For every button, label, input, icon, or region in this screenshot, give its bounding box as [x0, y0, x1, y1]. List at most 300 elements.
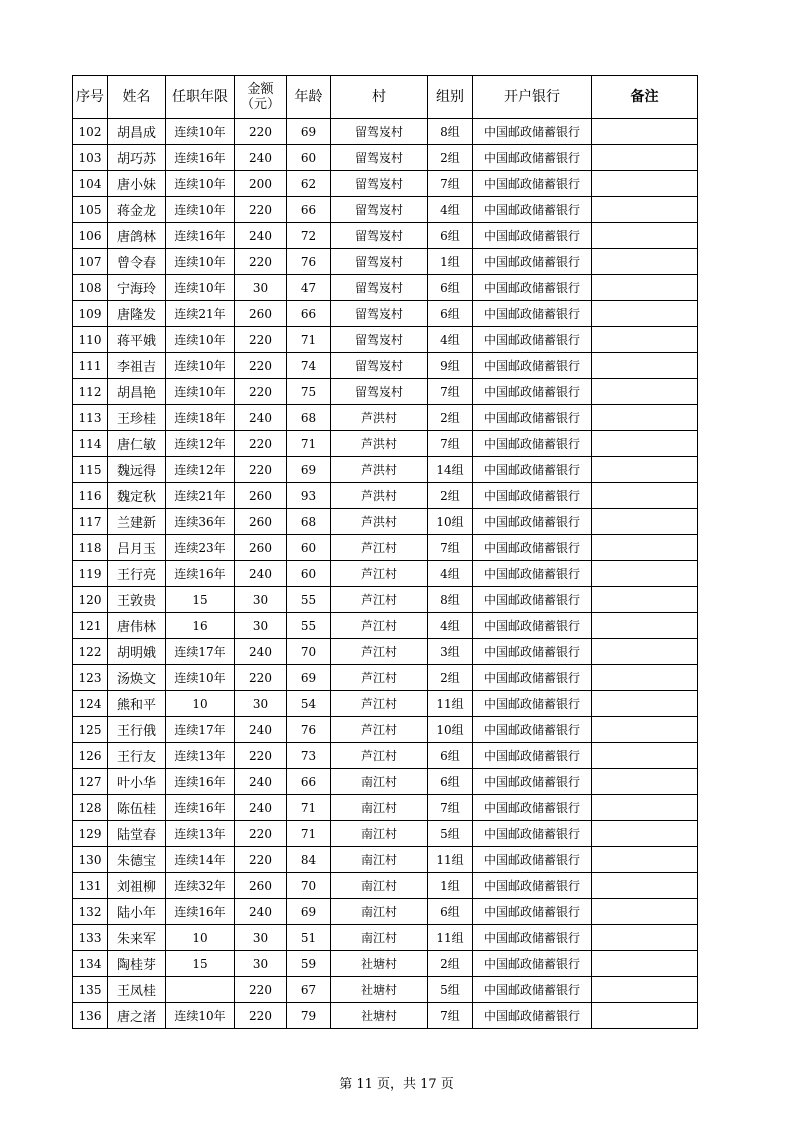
cell-bank: 中国邮政储蓄银行 [473, 145, 592, 171]
cell-tenure: 连续10年 [166, 275, 235, 301]
cell-remark [592, 899, 698, 925]
cell-amount: 240 [235, 769, 287, 795]
cell-age: 69 [287, 899, 331, 925]
cell-seq: 130 [73, 847, 108, 873]
cell-group: 4组 [428, 197, 473, 223]
cell-village: 南江村 [331, 873, 428, 899]
cell-village: 芦洪村 [331, 509, 428, 535]
cell-amount: 30 [235, 275, 287, 301]
cell-name: 李祖吉 [108, 353, 166, 379]
cell-remark [592, 379, 698, 405]
cell-group: 11组 [428, 925, 473, 951]
cell-remark [592, 743, 698, 769]
table-row [73, 197, 698, 223]
cell-age: 71 [287, 327, 331, 353]
cell-seq: 104 [73, 171, 108, 197]
cell-seq: 114 [73, 431, 108, 457]
table-row [73, 873, 698, 899]
table-row [73, 899, 698, 925]
cell-village: 南江村 [331, 795, 428, 821]
table-row [73, 769, 698, 795]
cell-village: 芦江村 [331, 665, 428, 691]
cell-age: 66 [287, 301, 331, 327]
cell-bank: 中国邮政储蓄银行 [473, 769, 592, 795]
cell-seq: 122 [73, 639, 108, 665]
cell-village: 南江村 [331, 925, 428, 951]
table-row [73, 535, 698, 561]
cell-village: 南江村 [331, 899, 428, 925]
cell-seq: 110 [73, 327, 108, 353]
cell-village: 南江村 [331, 847, 428, 873]
cell-group: 2组 [428, 145, 473, 171]
cell-amount: 220 [235, 431, 287, 457]
cell-seq: 117 [73, 509, 108, 535]
cell-group: 8组 [428, 587, 473, 613]
cell-name: 王行亮 [108, 561, 166, 587]
cell-group: 2组 [428, 665, 473, 691]
cell-bank: 中国邮政储蓄银行 [473, 665, 592, 691]
cell-name: 蒋金龙 [108, 197, 166, 223]
cell-seq: 115 [73, 457, 108, 483]
cell-remark [592, 561, 698, 587]
cell-name: 胡明娥 [108, 639, 166, 665]
cell-group: 5组 [428, 977, 473, 1003]
cell-seq: 127 [73, 769, 108, 795]
cell-seq: 102 [73, 119, 108, 145]
cell-tenure: 连续10年 [166, 665, 235, 691]
cell-amount: 220 [235, 457, 287, 483]
cell-tenure: 连续16年 [166, 769, 235, 795]
cell-bank: 中国邮政储蓄银行 [473, 873, 592, 899]
cell-seq: 118 [73, 535, 108, 561]
cell-name: 魏远得 [108, 457, 166, 483]
cell-seq: 132 [73, 899, 108, 925]
cell-remark [592, 977, 698, 1003]
cell-tenure: 连续16年 [166, 223, 235, 249]
cell-seq: 119 [73, 561, 108, 587]
cell-name: 吕月玉 [108, 535, 166, 561]
cell-amount: 30 [235, 691, 287, 717]
cell-bank: 中国邮政储蓄银行 [473, 119, 592, 145]
cell-amount: 220 [235, 1003, 287, 1029]
cell-tenure: 连续32年 [166, 873, 235, 899]
cell-group: 5组 [428, 821, 473, 847]
cell-group: 9组 [428, 353, 473, 379]
cell-village: 留驾岌村 [331, 353, 428, 379]
header-seq: 序号 [73, 76, 108, 119]
cell-tenure: 10 [166, 691, 235, 717]
cell-bank: 中国邮政储蓄银行 [473, 899, 592, 925]
cell-group: 6组 [428, 769, 473, 795]
cell-village: 芦江村 [331, 691, 428, 717]
cell-amount: 240 [235, 405, 287, 431]
cell-seq: 133 [73, 925, 108, 951]
cell-group: 6组 [428, 899, 473, 925]
cell-bank: 中国邮政储蓄银行 [473, 301, 592, 327]
cell-village: 芦江村 [331, 717, 428, 743]
cell-seq: 111 [73, 353, 108, 379]
cell-amount: 260 [235, 301, 287, 327]
cell-bank: 中国邮政储蓄银行 [473, 275, 592, 301]
cell-age: 69 [287, 665, 331, 691]
cell-seq: 120 [73, 587, 108, 613]
table-body [73, 119, 698, 1029]
cell-seq: 128 [73, 795, 108, 821]
cell-age: 66 [287, 197, 331, 223]
cell-village: 留驾岌村 [331, 145, 428, 171]
table-row [73, 301, 698, 327]
cell-name: 魏定秋 [108, 483, 166, 509]
cell-group: 11组 [428, 691, 473, 717]
table-row [73, 977, 698, 1003]
roster-table [72, 75, 698, 1029]
cell-age: 59 [287, 951, 331, 977]
table-row [73, 223, 698, 249]
cell-name: 陆堂春 [108, 821, 166, 847]
cell-remark [592, 769, 698, 795]
cell-group: 10组 [428, 717, 473, 743]
header-name: 姓名 [108, 76, 166, 119]
cell-village: 社塘村 [331, 951, 428, 977]
cell-tenure: 连续10年 [166, 1003, 235, 1029]
cell-amount: 240 [235, 795, 287, 821]
cell-seq: 129 [73, 821, 108, 847]
cell-seq: 107 [73, 249, 108, 275]
cell-amount: 260 [235, 535, 287, 561]
cell-age: 54 [287, 691, 331, 717]
table-row [73, 509, 698, 535]
cell-bank: 中国邮政储蓄银行 [473, 379, 592, 405]
cell-seq: 116 [73, 483, 108, 509]
cell-amount: 220 [235, 821, 287, 847]
table-row [73, 561, 698, 587]
cell-seq: 124 [73, 691, 108, 717]
cell-tenure: 连续10年 [166, 249, 235, 275]
cell-tenure [166, 977, 235, 1003]
cell-name: 熊和平 [108, 691, 166, 717]
cell-seq: 134 [73, 951, 108, 977]
cell-amount: 30 [235, 613, 287, 639]
cell-remark [592, 431, 698, 457]
cell-remark [592, 691, 698, 717]
cell-remark [592, 821, 698, 847]
cell-bank: 中国邮政储蓄银行 [473, 327, 592, 353]
table-row [73, 821, 698, 847]
cell-remark [592, 795, 698, 821]
table-row [73, 743, 698, 769]
cell-age: 71 [287, 795, 331, 821]
table-row [73, 1003, 698, 1029]
cell-amount: 30 [235, 951, 287, 977]
cell-name: 曾令春 [108, 249, 166, 275]
cell-village: 留驾岌村 [331, 171, 428, 197]
cell-amount: 220 [235, 379, 287, 405]
cell-tenure: 连续23年 [166, 535, 235, 561]
cell-amount: 220 [235, 327, 287, 353]
cell-amount: 220 [235, 665, 287, 691]
cell-bank: 中国邮政储蓄银行 [473, 405, 592, 431]
table-row [73, 587, 698, 613]
cell-name: 汤焕文 [108, 665, 166, 691]
cell-age: 71 [287, 431, 331, 457]
cell-tenure: 连续10年 [166, 353, 235, 379]
cell-remark [592, 535, 698, 561]
cell-bank: 中国邮政储蓄银行 [473, 821, 592, 847]
cell-seq: 103 [73, 145, 108, 171]
cell-amount: 240 [235, 899, 287, 925]
cell-group: 11组 [428, 847, 473, 873]
cell-tenure: 连续10年 [166, 119, 235, 145]
table-row [73, 925, 698, 951]
cell-age: 70 [287, 873, 331, 899]
cell-tenure: 连续21年 [166, 301, 235, 327]
cell-tenure: 连续10年 [166, 171, 235, 197]
cell-age: 72 [287, 223, 331, 249]
cell-tenure: 连续21年 [166, 483, 235, 509]
cell-remark [592, 327, 698, 353]
cell-seq: 121 [73, 613, 108, 639]
cell-tenure: 连续16年 [166, 145, 235, 171]
cell-seq: 136 [73, 1003, 108, 1029]
cell-seq: 113 [73, 405, 108, 431]
cell-bank: 中国邮政储蓄银行 [473, 951, 592, 977]
cell-village: 留驾岌村 [331, 275, 428, 301]
cell-bank: 中国邮政储蓄银行 [473, 925, 592, 951]
cell-amount: 220 [235, 119, 287, 145]
cell-seq: 109 [73, 301, 108, 327]
page-footer: 第 11 页，共 17 页 [339, 1077, 454, 1092]
cell-village: 留驾岌村 [331, 301, 428, 327]
cell-age: 69 [287, 119, 331, 145]
cell-group: 6组 [428, 275, 473, 301]
cell-village: 芦洪村 [331, 405, 428, 431]
cell-seq: 105 [73, 197, 108, 223]
cell-bank: 中国邮政储蓄银行 [473, 561, 592, 587]
table-row [73, 691, 698, 717]
cell-group: 8组 [428, 119, 473, 145]
cell-name: 陈伍桂 [108, 795, 166, 821]
cell-amount: 220 [235, 743, 287, 769]
cell-amount: 240 [235, 223, 287, 249]
cell-seq: 112 [73, 379, 108, 405]
table-row [73, 327, 698, 353]
cell-age: 67 [287, 977, 331, 1003]
cell-age: 76 [287, 249, 331, 275]
cell-group: 2组 [428, 951, 473, 977]
cell-tenure: 连续13年 [166, 821, 235, 847]
cell-name: 宁海玲 [108, 275, 166, 301]
cell-age: 84 [287, 847, 331, 873]
cell-bank: 中国邮政储蓄银行 [473, 639, 592, 665]
cell-amount: 240 [235, 145, 287, 171]
cell-tenure: 连续36年 [166, 509, 235, 535]
cell-remark [592, 639, 698, 665]
cell-remark [592, 353, 698, 379]
header-age: 年龄 [287, 76, 331, 119]
cell-name: 蒋平娥 [108, 327, 166, 353]
table-row [73, 353, 698, 379]
cell-bank: 中国邮政储蓄银行 [473, 1003, 592, 1029]
cell-tenure: 连续10年 [166, 327, 235, 353]
cell-age: 60 [287, 145, 331, 171]
table-row [73, 275, 698, 301]
cell-remark [592, 613, 698, 639]
header-remark: 备注 [592, 76, 698, 119]
cell-name: 唐小妹 [108, 171, 166, 197]
cell-remark [592, 483, 698, 509]
cell-remark [592, 665, 698, 691]
table-row [73, 145, 698, 171]
cell-village: 芦洪村 [331, 457, 428, 483]
cell-seq: 135 [73, 977, 108, 1003]
cell-age: 74 [287, 353, 331, 379]
cell-tenure: 15 [166, 951, 235, 977]
cell-bank: 中国邮政储蓄银行 [473, 509, 592, 535]
cell-group: 6组 [428, 301, 473, 327]
header-bank: 开户银行 [473, 76, 592, 119]
cell-remark [592, 717, 698, 743]
cell-village: 留驾岌村 [331, 197, 428, 223]
header-tenure: 任职年限 [166, 76, 235, 119]
cell-bank: 中国邮政储蓄银行 [473, 977, 592, 1003]
cell-name: 唐隆发 [108, 301, 166, 327]
cell-age: 75 [287, 379, 331, 405]
cell-name: 王敦贵 [108, 587, 166, 613]
table-header [73, 76, 698, 119]
cell-remark [592, 275, 698, 301]
table-row [73, 379, 698, 405]
table-row [73, 405, 698, 431]
cell-name: 唐鸽林 [108, 223, 166, 249]
cell-remark [592, 301, 698, 327]
cell-amount: 260 [235, 483, 287, 509]
cell-village: 留驾岌村 [331, 223, 428, 249]
cell-group: 1组 [428, 249, 473, 275]
cell-remark [592, 925, 698, 951]
cell-remark [592, 405, 698, 431]
table-row [73, 431, 698, 457]
cell-remark [592, 951, 698, 977]
cell-amount: 30 [235, 925, 287, 951]
cell-tenure: 连续10年 [166, 197, 235, 223]
cell-group: 2组 [428, 483, 473, 509]
table-row [73, 795, 698, 821]
cell-group: 4组 [428, 327, 473, 353]
cell-tenure: 连续17年 [166, 639, 235, 665]
cell-group: 7组 [428, 379, 473, 405]
cell-group: 7组 [428, 171, 473, 197]
cell-amount: 200 [235, 171, 287, 197]
cell-village: 芦江村 [331, 535, 428, 561]
cell-age: 60 [287, 535, 331, 561]
cell-amount: 220 [235, 977, 287, 1003]
cell-bank: 中国邮政储蓄银行 [473, 717, 592, 743]
cell-group: 7组 [428, 431, 473, 457]
cell-village: 留驾岌村 [331, 249, 428, 275]
table-row [73, 613, 698, 639]
cell-village: 芦江村 [331, 561, 428, 587]
header-village: 村 [331, 76, 428, 119]
cell-group: 7组 [428, 795, 473, 821]
cell-tenure: 连续14年 [166, 847, 235, 873]
cell-group: 10组 [428, 509, 473, 535]
cell-age: 51 [287, 925, 331, 951]
cell-seq: 106 [73, 223, 108, 249]
cell-group: 7组 [428, 535, 473, 561]
cell-village: 社塘村 [331, 977, 428, 1003]
cell-remark [592, 847, 698, 873]
cell-tenure: 10 [166, 925, 235, 951]
cell-name: 唐仁敏 [108, 431, 166, 457]
cell-bank: 中国邮政储蓄银行 [473, 847, 592, 873]
table-row [73, 951, 698, 977]
table-row [73, 119, 698, 145]
cell-tenure: 16 [166, 613, 235, 639]
cell-name: 朱德宝 [108, 847, 166, 873]
cell-age: 93 [287, 483, 331, 509]
cell-village: 芦江村 [331, 639, 428, 665]
cell-bank: 中国邮政储蓄银行 [473, 197, 592, 223]
cell-name: 王凤桂 [108, 977, 166, 1003]
cell-tenure: 连续16年 [166, 795, 235, 821]
cell-village: 社塘村 [331, 1003, 428, 1029]
cell-bank: 中国邮政储蓄银行 [473, 249, 592, 275]
cell-tenure: 连续12年 [166, 431, 235, 457]
cell-bank: 中国邮政储蓄银行 [473, 353, 592, 379]
cell-group: 6组 [428, 223, 473, 249]
cell-age: 68 [287, 509, 331, 535]
cell-remark [592, 249, 698, 275]
cell-bank: 中国邮政储蓄银行 [473, 795, 592, 821]
cell-remark [592, 145, 698, 171]
cell-seq: 125 [73, 717, 108, 743]
cell-tenure: 连续12年 [166, 457, 235, 483]
cell-amount: 240 [235, 639, 287, 665]
cell-bank: 中国邮政储蓄银行 [473, 743, 592, 769]
cell-tenure: 连续16年 [166, 899, 235, 925]
cell-remark [592, 119, 698, 145]
cell-amount: 260 [235, 873, 287, 899]
cell-bank: 中国邮政储蓄银行 [473, 587, 592, 613]
cell-age: 62 [287, 171, 331, 197]
cell-remark [592, 509, 698, 535]
cell-bank: 中国邮政储蓄银行 [473, 691, 592, 717]
cell-group: 14组 [428, 457, 473, 483]
cell-name: 胡巧苏 [108, 145, 166, 171]
cell-name: 唐之渚 [108, 1003, 166, 1029]
cell-bank: 中国邮政储蓄银行 [473, 457, 592, 483]
cell-village: 留驾岌村 [331, 119, 428, 145]
cell-village: 芦洪村 [331, 431, 428, 457]
cell-group: 4组 [428, 613, 473, 639]
cell-village: 留驾岌村 [331, 327, 428, 353]
cell-group: 6组 [428, 743, 473, 769]
cell-bank: 中国邮政储蓄银行 [473, 431, 592, 457]
cell-remark [592, 197, 698, 223]
cell-village: 南江村 [331, 769, 428, 795]
cell-group: 2组 [428, 405, 473, 431]
cell-village: 芦洪村 [331, 483, 428, 509]
table-row [73, 457, 698, 483]
cell-amount: 240 [235, 561, 287, 587]
table-row [73, 483, 698, 509]
cell-name: 刘祖柳 [108, 873, 166, 899]
cell-amount: 220 [235, 249, 287, 275]
cell-name: 兰建新 [108, 509, 166, 535]
cell-name: 叶小华 [108, 769, 166, 795]
cell-amount: 220 [235, 353, 287, 379]
table-row [73, 717, 698, 743]
